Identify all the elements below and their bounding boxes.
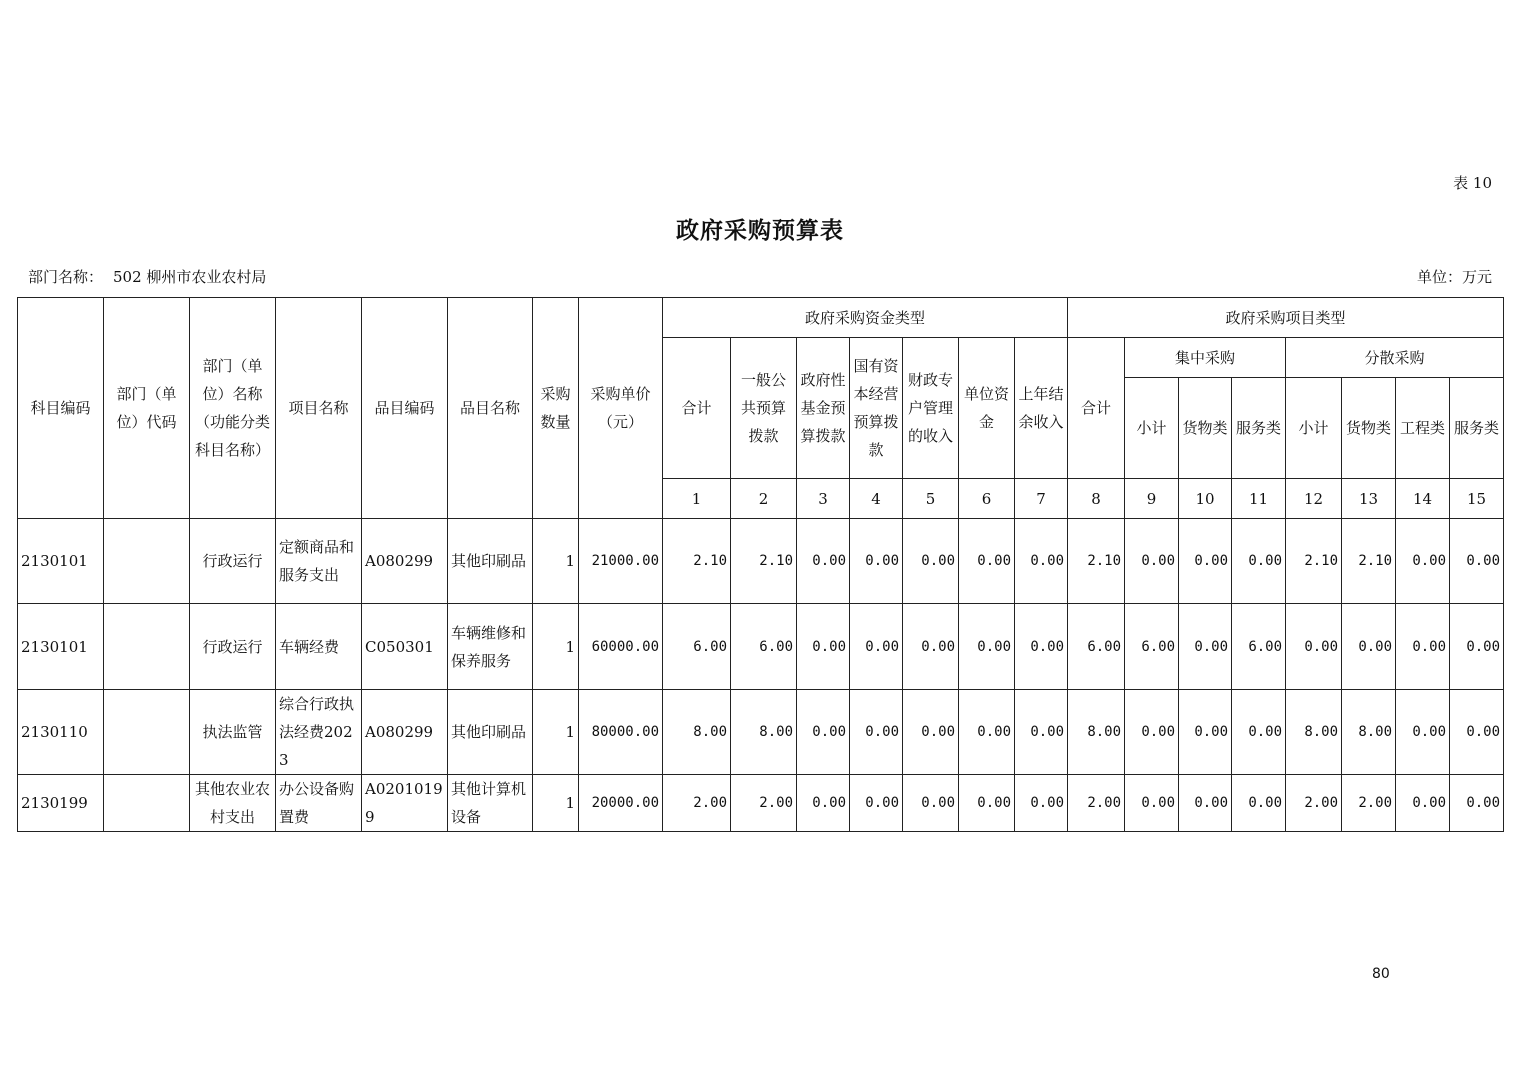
cell-value: 8.00 <box>1068 690 1125 775</box>
header-unit-funds: 单位资金 <box>959 338 1015 479</box>
cell-value: 0.00 <box>1232 519 1286 604</box>
index-cell: 1 <box>663 479 731 519</box>
header-project-name: 项目名称 <box>276 298 362 519</box>
cell-project-name: 综合行政执法经费2023 <box>276 690 362 775</box>
cell-unit-price: 80000.00 <box>579 690 663 775</box>
table-row <box>18 775 1504 832</box>
index-cell: 2 <box>731 479 797 519</box>
header-dispersed-group: 分散采购 <box>1286 338 1504 378</box>
cell-value: 2.10 <box>663 519 731 604</box>
table-row <box>18 604 1504 690</box>
cell-value: 0.00 <box>797 604 850 690</box>
header-central-service: 服务类 <box>1232 378 1286 479</box>
cell-item-code: C050301 <box>362 604 448 690</box>
cell-value: 0.00 <box>959 775 1015 832</box>
cell-value: 2.10 <box>731 519 797 604</box>
cell-func-name: 执法监管 <box>190 690 276 775</box>
cell-value: 2.10 <box>1068 519 1125 604</box>
cell-quantity: 1 <box>533 604 579 690</box>
cell-value: 0.00 <box>1015 775 1068 832</box>
cell-quantity: 1 <box>533 690 579 775</box>
header-dispersed-works: 工程类 <box>1396 378 1450 479</box>
department-line <box>28 266 266 287</box>
cell-value: 2.00 <box>1068 775 1125 832</box>
cell-dept-code <box>104 604 190 690</box>
cell-value: 0.00 <box>1396 519 1450 604</box>
cell-value: 0.00 <box>1232 775 1286 832</box>
cell-value: 2.00 <box>1342 775 1396 832</box>
header-general-budget: 一般公共预算拨款 <box>731 338 797 479</box>
cell-value: 0.00 <box>959 690 1015 775</box>
cell-value: 0.00 <box>959 519 1015 604</box>
cell-value: 0.00 <box>797 775 850 832</box>
cell-value: 0.00 <box>1179 604 1232 690</box>
cell-value: 2.00 <box>731 775 797 832</box>
header-prev-balance: 上年结余收入 <box>1015 338 1068 479</box>
cell-item-name: 其他计算机设备 <box>448 775 533 832</box>
cell-value: 8.00 <box>1342 690 1396 775</box>
index-cell: 7 <box>1015 479 1068 519</box>
cell-value: 0.00 <box>1396 604 1450 690</box>
header-dispersed-subtotal: 小计 <box>1286 378 1342 479</box>
cell-quantity: 1 <box>533 519 579 604</box>
cell-subject-code: 2130101 <box>18 519 104 604</box>
cell-quantity: 1 <box>533 775 579 832</box>
cell-value: 6.00 <box>1125 604 1179 690</box>
header-item-name: 品目名称 <box>448 298 533 519</box>
cell-value: 8.00 <box>1286 690 1342 775</box>
cell-value: 2.00 <box>663 775 731 832</box>
cell-value: 6.00 <box>731 604 797 690</box>
cell-value: 6.00 <box>1068 604 1125 690</box>
cell-value: 0.00 <box>1179 690 1232 775</box>
cell-value: 0.00 <box>1015 690 1068 775</box>
cell-value: 0.00 <box>797 519 850 604</box>
cell-value: 0.00 <box>1125 775 1179 832</box>
cell-value: 0.00 <box>1342 604 1396 690</box>
cell-value: 0.00 <box>1396 775 1450 832</box>
cell-item-name: 其他印刷品 <box>448 519 533 604</box>
cell-func-name: 行政运行 <box>190 604 276 690</box>
cell-value: 0.00 <box>850 604 903 690</box>
cell-value: 0.00 <box>1015 519 1068 604</box>
procurement-budget-table <box>17 297 1504 832</box>
cell-unit-price: 21000.00 <box>579 519 663 604</box>
cell-value: 0.00 <box>1396 690 1450 775</box>
cell-value: 0.00 <box>903 604 959 690</box>
header-central-group: 集中采购 <box>1125 338 1286 378</box>
cell-value: 8.00 <box>663 690 731 775</box>
cell-value: 0.00 <box>903 690 959 775</box>
index-cell: 10 <box>1179 479 1232 519</box>
cell-value: 0.00 <box>1450 775 1504 832</box>
header-dispersed-goods: 货物类 <box>1342 378 1396 479</box>
cell-value: 0.00 <box>850 690 903 775</box>
index-cell: 9 <box>1125 479 1179 519</box>
cell-func-name: 行政运行 <box>190 519 276 604</box>
header-central-subtotal: 小计 <box>1125 378 1179 479</box>
cell-dept-code <box>104 775 190 832</box>
cell-item-code: A080299 <box>362 519 448 604</box>
table-row <box>18 690 1504 775</box>
cell-value: 0.00 <box>1179 519 1232 604</box>
cell-project-name: 车辆经费 <box>276 604 362 690</box>
cell-project-name: 定额商品和服务支出 <box>276 519 362 604</box>
cell-value: 0.00 <box>1125 519 1179 604</box>
cell-value: 6.00 <box>1232 604 1286 690</box>
index-cell: 4 <box>850 479 903 519</box>
header-quantity: 采购数量 <box>533 298 579 519</box>
cell-value: 0.00 <box>959 604 1015 690</box>
index-cell: 12 <box>1286 479 1342 519</box>
header-item-code: 品目编码 <box>362 298 448 519</box>
cell-item-code: A02010199 <box>362 775 448 832</box>
cell-project-name: 办公设备购置费 <box>276 775 362 832</box>
cell-value: 2.10 <box>1342 519 1396 604</box>
cell-value: 6.00 <box>663 604 731 690</box>
header-central-goods: 货物类 <box>1179 378 1232 479</box>
unit-label: 单位：万元 <box>1416 268 1492 286</box>
index-cell: 15 <box>1450 479 1504 519</box>
cell-value: 2.10 <box>1286 519 1342 604</box>
index-cell: 13 <box>1342 479 1396 519</box>
header-special-account: 财政专户管理的收入 <box>903 338 959 479</box>
index-cell: 11 <box>1232 479 1286 519</box>
cell-dept-code <box>104 690 190 775</box>
header-dept-code: 部门（单位）代码 <box>104 298 190 519</box>
cell-item-code: A080299 <box>362 690 448 775</box>
cell-value: 0.00 <box>903 775 959 832</box>
cell-value: 0.00 <box>850 775 903 832</box>
header-unit-price: 采购单价（元） <box>579 298 663 519</box>
header-fund-type-group: 政府采购资金类型 <box>663 298 1068 338</box>
table-row <box>18 519 1504 604</box>
index-cell: 14 <box>1396 479 1450 519</box>
header-dept-func-name: 部门（单位）名称（功能分类科目名称） <box>190 298 276 519</box>
cell-item-name: 车辆维修和保养服务 <box>448 604 533 690</box>
cell-value: 8.00 <box>731 690 797 775</box>
index-cell: 6 <box>959 479 1015 519</box>
cell-dept-code <box>104 519 190 604</box>
header-gov-fund: 政府性基金预算拨款 <box>797 338 850 479</box>
header-subject-code: 科目编码 <box>18 298 104 519</box>
cell-value: 0.00 <box>903 519 959 604</box>
cell-func-name: 其他农业农村支出 <box>190 775 276 832</box>
page-title: 政府采购预算表 <box>676 217 844 244</box>
cell-value: 0.00 <box>1179 775 1232 832</box>
department-name: 502 柳州市农业农村局 <box>113 268 267 286</box>
index-cell: 8 <box>1068 479 1125 519</box>
header-state-capital: 国有资本经营预算拨款 <box>850 338 903 479</box>
cell-subject-code: 2130101 <box>18 604 104 690</box>
cell-subject-code: 2130110 <box>18 690 104 775</box>
index-cell: 3 <box>797 479 850 519</box>
cell-unit-price: 60000.00 <box>579 604 663 690</box>
index-cell: 5 <box>903 479 959 519</box>
page-number: 80 <box>1372 966 1390 982</box>
cell-value: 0.00 <box>1450 690 1504 775</box>
cell-subject-code: 2130199 <box>18 775 104 832</box>
table-number: 表 10 <box>1453 174 1492 192</box>
cell-item-name: 其他印刷品 <box>448 690 533 775</box>
cell-value: 0.00 <box>1450 519 1504 604</box>
cell-value: 0.00 <box>850 519 903 604</box>
cell-value: 0.00 <box>1450 604 1504 690</box>
department-label: 部门名称： <box>28 268 104 286</box>
cell-value: 0.00 <box>1286 604 1342 690</box>
cell-value: 0.00 <box>797 690 850 775</box>
cell-value: 0.00 <box>1015 604 1068 690</box>
header-proj-total: 合计 <box>1068 338 1125 479</box>
cell-value: 0.00 <box>1125 690 1179 775</box>
cell-unit-price: 20000.00 <box>579 775 663 832</box>
header-fund-total: 合计 <box>663 338 731 479</box>
header-project-type-group: 政府采购项目类型 <box>1068 298 1504 338</box>
cell-value: 0.00 <box>1232 690 1286 775</box>
header-dispersed-service: 服务类 <box>1450 378 1504 479</box>
cell-value: 2.00 <box>1286 775 1342 832</box>
